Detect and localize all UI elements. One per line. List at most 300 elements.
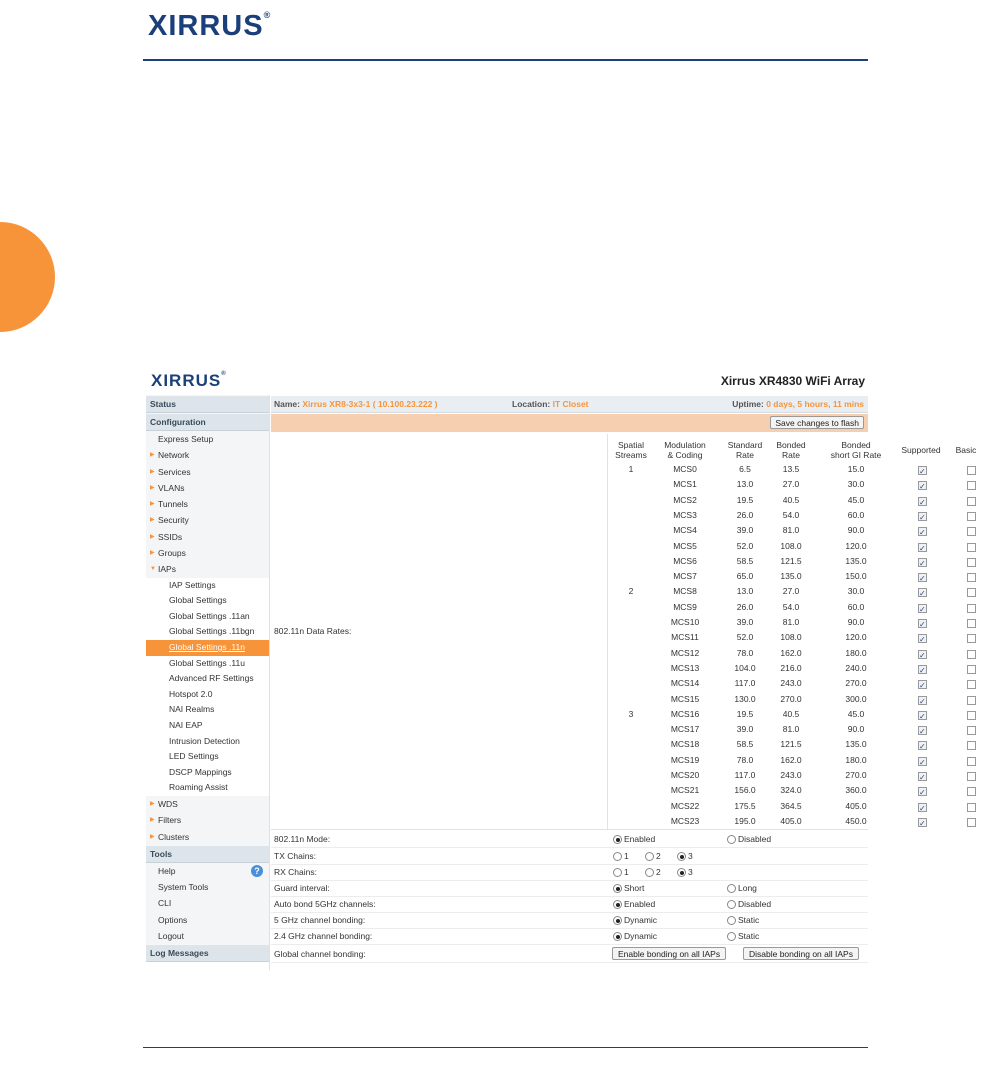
header-standard-rate	[723, 440, 767, 460]
rx-chain-2-label: 2	[656, 867, 661, 877]
row-auto-bond	[271, 896, 868, 913]
mode-enabled-radio[interactable]	[613, 835, 622, 844]
mode-disabled-radio[interactable]	[727, 835, 736, 844]
supported-checkbox[interactable]	[918, 634, 927, 643]
rate-row	[271, 554, 868, 570]
basic-checkbox[interactable]	[967, 650, 976, 659]
basic-checkbox[interactable]	[967, 512, 976, 521]
supported-checkbox[interactable]	[918, 619, 927, 628]
sidebar-item-express-setup[interactable]: Express Setup	[158, 434, 214, 444]
rate-cell-bond: 405.0	[780, 815, 802, 826]
rx-chain-2-radio[interactable]	[645, 868, 654, 877]
header-basic: Basic	[955, 445, 977, 455]
gi-short-radio[interactable]	[613, 884, 622, 893]
global-bonding-label: Global channel bonding:	[274, 949, 366, 959]
rate-cell-mcs: MCS20	[670, 770, 700, 780]
device-location	[512, 396, 589, 412]
supported-checkbox[interactable]	[918, 527, 927, 536]
sidebar-subitem-dscp-mappings[interactable]: DSCP Mappings	[169, 766, 232, 777]
rate-cell-bond: 108.0	[780, 632, 802, 643]
rate-cell-std: 104.0	[734, 662, 756, 673]
mode-disabled-label: Disabled	[738, 834, 772, 844]
footer-rule	[143, 1047, 868, 1048]
rate-cell-bond: 243.0	[780, 770, 802, 780]
rate-cell-std: 39.0	[736, 617, 754, 627]
sidebar-subitem-global-settings-11an[interactable]: Global Settings .11an	[169, 610, 250, 621]
rate-cell-std: 65.0	[736, 571, 754, 582]
iaps-submenu	[146, 578, 269, 796]
rate-cell-std: 19.5	[736, 494, 754, 505]
rate-cell-gi: 60.0	[847, 601, 865, 612]
basic-checkbox[interactable]	[967, 741, 976, 750]
rate-cell-bond: 121.5	[780, 555, 802, 566]
rate-cell-bond: 81.0	[782, 525, 800, 536]
supported-checkbox[interactable]	[918, 466, 927, 475]
rate-row	[271, 692, 868, 708]
bond-24ghz-static-label: Static	[738, 931, 760, 941]
basic-checkbox[interactable]	[967, 772, 976, 781]
rate-cell-gi: 90.0	[847, 724, 865, 735]
row-5ghz-bonding	[271, 912, 868, 929]
rate-row	[271, 477, 868, 493]
mode-enabled-label: Enabled	[624, 834, 656, 844]
device-name	[274, 396, 438, 412]
rate-cell-gi: 270.0	[845, 678, 867, 689]
supported-checkbox[interactable]	[918, 543, 927, 552]
data-rates-label: 802.11n Data Rates:	[274, 626, 352, 636]
rate-cell-std: 58.5	[736, 739, 754, 750]
tx-chain-2-label: 2	[656, 851, 661, 861]
rate-cell-gi: 150.0	[845, 571, 867, 582]
rate-cell-std: 39.0	[736, 724, 754, 735]
supported-checkbox[interactable]	[918, 497, 927, 506]
header-modulation-line1: Modulation	[664, 440, 706, 450]
rate-cell-std: 78.0	[736, 647, 754, 658]
rate-cell-mcs: MCS11	[671, 632, 699, 643]
rate-cell-bond: 364.5	[780, 800, 802, 811]
rate-row	[271, 737, 868, 753]
supported-checkbox[interactable]	[918, 650, 927, 659]
rate-cell-gi: 120.0	[845, 632, 867, 643]
header-bonded-rate-line1: Bonded	[776, 440, 806, 450]
basic-checkbox[interactable]	[967, 527, 976, 536]
rate-row	[271, 630, 868, 646]
rate-cell-std: 26.0	[736, 509, 754, 520]
sidebar-subitem-global-settings[interactable]: Global Settings	[169, 595, 227, 606]
supported-checkbox[interactable]	[918, 573, 927, 582]
rate-cell-mcs: MCS7	[673, 571, 697, 582]
basic-checkbox[interactable]	[967, 604, 976, 613]
rate-cell-gi: 405.0	[845, 800, 867, 811]
device-name-value: Xirrus XR8-3x3-1 ( 10.100.23.222 )	[302, 399, 438, 409]
rate-cell-bond: 324.0	[780, 785, 802, 796]
header-spatial-streams	[611, 440, 651, 460]
rate-cell-bond: 121.5	[780, 739, 802, 750]
supported-checkbox[interactable]	[918, 604, 927, 613]
basic-checkbox[interactable]	[967, 634, 976, 643]
rate-cell-gi: 135.0	[845, 739, 867, 750]
tx-chain-3-radio[interactable]	[677, 852, 686, 861]
rate-cell-gi: 360.0	[845, 785, 867, 796]
basic-checkbox[interactable]	[967, 619, 976, 628]
bond-5ghz-dynamic-radio[interactable]	[613, 916, 622, 925]
rate-row	[271, 661, 868, 677]
rate-row	[271, 814, 868, 830]
gi-long-radio[interactable]	[727, 884, 736, 893]
tools-menu	[146, 863, 269, 944]
rx-chain-3-radio[interactable]	[677, 868, 686, 877]
rate-cell-gi: 300.0	[845, 693, 867, 704]
rate-cell-streams: 2	[628, 586, 634, 597]
sidebar-subitem-roaming-assist[interactable]: Roaming Assist	[169, 782, 228, 793]
rate-cell-std: 156.0	[734, 785, 756, 796]
sidebar-item-network[interactable]: ▶ Network	[146, 447, 269, 463]
supported-checkbox[interactable]	[918, 803, 927, 812]
basic-checkbox[interactable]	[967, 803, 976, 812]
sidebar-item-options[interactable]: Options	[158, 914, 188, 925]
basic-checkbox[interactable]	[967, 588, 976, 597]
tx-chains-label: TX Chains:	[274, 851, 317, 861]
basic-checkbox[interactable]	[967, 543, 976, 552]
basic-checkbox[interactable]	[967, 558, 976, 567]
rate-cell-bond: 54.0	[782, 509, 800, 520]
chapter-tab-circle	[0, 222, 55, 332]
sidebar-subitem-nai-realms[interactable]: NAI Realms	[169, 704, 215, 715]
sidebar-item-cli[interactable]: CLI	[158, 898, 172, 909]
sidebar	[146, 395, 270, 970]
tx-chain-1-label: 1	[624, 851, 629, 861]
rate-cell-gi: 60.0	[847, 509, 865, 520]
supported-checkbox[interactable]	[918, 696, 927, 705]
sidebar-item-groups[interactable]: ▶ Groups	[146, 545, 269, 561]
supported-checkbox[interactable]	[918, 757, 927, 766]
rate-cell-std: 52.0	[736, 632, 754, 643]
sidebar-item-filters[interactable]: ▶ Filters	[146, 812, 269, 828]
header-bonded-rate-line2: Rate	[782, 450, 800, 460]
rate-row	[271, 646, 868, 662]
rate-cell-std: 39.0	[736, 525, 754, 536]
rx-chain-1-label: 1	[624, 867, 629, 877]
sidebar-item-vlans[interactable]: ▶ VLANs	[146, 480, 269, 496]
rate-cell-gi: 270.0	[845, 770, 867, 780]
rate-cell-mcs: MCS15	[670, 693, 700, 704]
app-logo-text: XIRRUS	[151, 371, 222, 390]
rate-cell-std: 58.5	[736, 555, 754, 566]
rate-cell-mcs: MCS18	[670, 739, 700, 750]
sidebar-subitem-global-settings-11bgn[interactable]: Global Settings .11bgn	[169, 626, 255, 637]
rx-chain-3-label: 3	[688, 867, 693, 877]
save-bar	[271, 414, 868, 432]
auto-bond-disabled-label: Disabled	[738, 899, 772, 909]
rate-row	[271, 523, 868, 539]
auto-bond-disabled-radio[interactable]	[727, 900, 736, 909]
header-standard-rate-line1: Standard	[727, 440, 763, 450]
basic-checkbox[interactable]	[967, 711, 976, 720]
rate-cell-bond: 40.5	[782, 708, 800, 719]
rate-cell-bond: 13.5	[782, 464, 800, 474]
rate-row	[271, 799, 868, 815]
header-spatial-streams-line2: Streams	[615, 450, 647, 460]
row-rx-chains	[271, 864, 868, 881]
rate-cell-gi: 90.0	[847, 525, 865, 536]
sidebar-item-tunnels[interactable]: ▶ Tunnels	[146, 496, 269, 512]
sidebar-item-help-label: Help	[158, 865, 176, 876]
rate-cell-mcs: MCS22	[670, 800, 700, 811]
rate-row	[271, 539, 868, 555]
basic-checkbox[interactable]	[967, 466, 976, 475]
auto-bond-enabled-label: Enabled	[624, 899, 656, 909]
rate-cell-gi: 15.0	[847, 464, 865, 474]
supported-checkbox[interactable]	[918, 818, 927, 827]
sidebar-item-logout[interactable]: Logout	[158, 931, 184, 942]
header-spatial-streams-line1: Spatial	[618, 440, 644, 450]
rate-cell-mcs: MCS17	[670, 724, 700, 735]
rate-cell-std: 117.0	[734, 770, 756, 780]
sidebar-subitem-global-settings-11n[interactable]: Global Settings .11n	[146, 640, 269, 656]
device-uptime-value: 0 days, 5 hours, 11 mins	[766, 399, 864, 409]
rate-cell-mcs: MCS5	[673, 540, 697, 551]
device-location-value: IT Closet	[552, 399, 589, 409]
supported-checkbox[interactable]	[918, 512, 927, 521]
rate-cell-mcs: MCS6	[673, 555, 697, 566]
rate-row	[271, 508, 868, 524]
app-header	[143, 362, 868, 394]
bond-24ghz-dynamic-radio[interactable]	[613, 932, 622, 941]
rate-cell-std: 175.5	[734, 800, 756, 811]
basic-checkbox[interactable]	[967, 757, 976, 766]
rate-cell-mcs: MCS8	[673, 586, 697, 597]
row-24ghz-bonding	[271, 928, 868, 945]
rate-row	[271, 569, 868, 585]
header-bonded-gi-rate-line1: Bonded	[841, 440, 871, 450]
rate-cell-mcs: MCS19	[670, 754, 700, 765]
device-uptime-label: Uptime:	[732, 399, 764, 409]
rate-row	[271, 462, 868, 478]
rate-cell-streams: 1	[628, 464, 634, 474]
sidebar-item-help[interactable]	[146, 863, 269, 879]
rate-row	[271, 768, 868, 784]
rate-cell-mcs: MCS3	[673, 509, 697, 520]
rate-cell-gi: 180.0	[845, 647, 867, 658]
rate-cell-std: 19.5	[736, 708, 754, 719]
bond-24ghz-label: 2.4 GHz channel bonding:	[274, 931, 373, 941]
sidebar-subitem-iap-settings[interactable]: IAP Settings	[169, 579, 216, 590]
rate-cell-mcs: MCS1	[673, 479, 697, 490]
tx-chain-1-radio[interactable]	[613, 852, 622, 861]
sidebar-subitem-advanced-rf-settings[interactable]: Advanced RF Settings	[169, 673, 254, 684]
rate-cell-gi: 30.0	[847, 479, 865, 490]
disable-bonding-all-button[interactable]: Disable bonding on all IAPs	[743, 947, 859, 960]
supported-checkbox[interactable]	[918, 558, 927, 567]
rate-row	[271, 676, 868, 692]
rate-cell-mcs: MCS23	[670, 815, 700, 826]
rate-cell-mcs: MCS14	[670, 678, 700, 689]
row-tx-chains	[271, 848, 868, 865]
rate-row	[271, 722, 868, 738]
rate-cell-bond: 162.0	[780, 647, 802, 658]
rate-cell-std: 195.0	[734, 815, 756, 826]
rate-cell-std: 130.0	[734, 693, 756, 704]
supported-checkbox[interactable]	[918, 772, 927, 781]
app-logo-mark: ®	[221, 371, 227, 377]
screenshot-panel	[143, 362, 977, 970]
rate-cell-bond: 108.0	[780, 540, 802, 551]
basic-checkbox[interactable]	[967, 665, 976, 674]
row-guard-interval	[271, 880, 868, 897]
rate-cell-std: 6.5	[739, 464, 751, 474]
basic-checkbox[interactable]	[967, 573, 976, 582]
rate-cell-gi: 90.0	[847, 617, 865, 627]
tx-chain-3-label: 3	[688, 851, 693, 861]
rate-cell-gi: 30.0	[847, 586, 865, 597]
bond-24ghz-static-radio[interactable]	[727, 932, 736, 941]
device-name-label: Name:	[274, 399, 300, 409]
sidebar-section-tools[interactable]: Tools	[146, 845, 269, 863]
sidebar-subitem-led-settings[interactable]: LED Settings	[169, 751, 219, 762]
header-modulation-line2: & Coding	[667, 450, 703, 460]
app-logo	[151, 371, 227, 391]
rx-chains-label: RX Chains:	[274, 867, 317, 877]
header-supported: Supported	[901, 445, 941, 455]
device-location-label: Location:	[512, 399, 551, 409]
sidebar-subitem-intrusion-detection[interactable]: Intrusion Detection	[169, 735, 240, 746]
basic-checkbox[interactable]	[967, 696, 976, 705]
save-to-flash-button[interactable]: Save changes to flash	[770, 416, 864, 429]
basic-checkbox[interactable]	[967, 680, 976, 689]
basic-checkbox[interactable]	[967, 497, 976, 506]
supported-checkbox[interactable]	[918, 741, 927, 750]
sidebar-subitem-hotspot-2[interactable]: Hotspot 2.0	[169, 688, 213, 699]
rate-cell-bond: 162.0	[780, 754, 802, 765]
rate-cell-streams: 3	[628, 708, 634, 719]
rate-cell-mcs: MCS10	[670, 617, 700, 627]
supported-checkbox[interactable]	[918, 680, 927, 689]
bond-24ghz-dynamic-label: Dynamic	[624, 931, 658, 941]
basic-checkbox[interactable]	[967, 818, 976, 827]
tx-chain-2-radio[interactable]	[645, 852, 654, 861]
configuration-menu-lower	[146, 796, 269, 845]
bond-5ghz-static-label: Static	[738, 915, 760, 925]
header-bonded-gi-rate	[821, 440, 891, 460]
rate-row	[271, 783, 868, 799]
rate-cell-bond: 135.0	[780, 571, 802, 582]
header-bonded-rate	[769, 440, 813, 460]
rate-cell-mcs: MCS4	[673, 525, 697, 536]
header-bonded-gi-rate-line2: short GI Rate	[830, 450, 882, 460]
rate-cell-mcs: MCS16	[670, 708, 700, 719]
rate-cell-mcs: MCS0	[673, 464, 697, 474]
rate-cell-gi: 180.0	[845, 754, 867, 765]
rate-cell-gi: 450.0	[845, 815, 867, 826]
configuration-menu	[146, 431, 269, 578]
sidebar-item-clusters[interactable]: ▶ Clusters	[146, 829, 269, 845]
rate-cell-gi: 240.0	[845, 662, 867, 673]
auto-bond-enabled-radio[interactable]	[613, 900, 622, 909]
auto-bond-label: Auto bond 5GHz channels:	[274, 899, 376, 909]
rate-row	[271, 584, 868, 600]
sidebar-subitem-global-settings-11u[interactable]: Global Settings .11u	[169, 657, 245, 668]
rate-cell-std: 52.0	[736, 540, 754, 551]
rate-row	[271, 493, 868, 509]
supported-checkbox[interactable]	[918, 726, 927, 735]
basic-checkbox[interactable]	[967, 787, 976, 796]
sidebar-section-log-messages[interactable]: Log Messages	[146, 944, 269, 962]
rate-cell-std: 78.0	[736, 754, 754, 765]
rate-cell-gi: 135.0	[845, 555, 867, 566]
sidebar-subitem-nai-eap[interactable]: NAI EAP	[169, 720, 203, 731]
bond-5ghz-dynamic-label: Dynamic	[624, 915, 658, 925]
device-info-bar	[271, 396, 868, 413]
rate-cell-mcs: MCS21	[670, 785, 700, 796]
page-logo-mark: ®	[263, 10, 272, 20]
rate-cell-bond: 40.5	[782, 494, 800, 505]
rate-cell-mcs: MCS13	[670, 662, 700, 673]
gi-short-label: Short	[624, 883, 645, 893]
help-icon[interactable]: ?	[251, 865, 263, 877]
sidebar-item-wds[interactable]: ▶ WDS	[146, 796, 269, 812]
guard-interval-label: Guard interval:	[274, 883, 330, 893]
rate-cell-bond: 270.0	[780, 693, 802, 704]
sidebar-item-security[interactable]: ▶ Security	[146, 512, 269, 528]
rate-cell-bond: 81.0	[782, 724, 800, 735]
rate-cell-bond: 54.0	[782, 601, 800, 612]
device-title: Xirrus XR4830 WiFi Array	[720, 374, 865, 388]
supported-checkbox[interactable]	[918, 711, 927, 720]
rate-cell-std: 26.0	[736, 601, 754, 612]
sidebar-section-status[interactable]: Status	[146, 395, 269, 413]
rate-cell-bond: 216.0	[780, 662, 802, 673]
rate-cell-mcs: MCS2	[673, 494, 697, 505]
header-modulation	[659, 440, 711, 460]
row-global-bonding	[271, 946, 868, 963]
rate-cell-mcs: MCS12	[670, 647, 700, 658]
data-rates-table	[271, 434, 977, 830]
rate-cell-bond: 243.0	[780, 678, 802, 689]
page-logo	[148, 10, 271, 43]
row-80211n-mode	[271, 831, 868, 848]
rate-row	[271, 707, 868, 723]
rate-row	[271, 615, 868, 631]
rate-cell-std: 13.0	[736, 479, 754, 490]
header-rule	[143, 59, 868, 61]
basic-checkbox[interactable]	[967, 726, 976, 735]
rate-row	[271, 753, 868, 769]
sidebar-item-services[interactable]: ▶ Services	[146, 464, 269, 480]
bond-5ghz-label: 5 GHz channel bonding:	[274, 915, 366, 925]
sidebar-item-ssids[interactable]: ▶ SSIDs	[146, 529, 269, 545]
basic-checkbox[interactable]	[967, 481, 976, 490]
rate-cell-gi: 45.0	[847, 708, 865, 719]
supported-checkbox[interactable]	[918, 481, 927, 490]
sidebar-item-system-tools[interactable]: System Tools	[158, 882, 209, 893]
bond-5ghz-static-radio[interactable]	[727, 916, 736, 925]
rate-row	[271, 600, 868, 616]
rate-cell-bond: 27.0	[782, 479, 800, 490]
supported-checkbox[interactable]	[918, 665, 927, 674]
page-logo-text: XIRRUS	[148, 10, 264, 42]
rate-cell-mcs: MCS9	[673, 601, 697, 612]
sidebar-item-iaps[interactable]: ▼ IAPs	[146, 561, 269, 577]
supported-checkbox[interactable]	[918, 787, 927, 796]
header-standard-rate-line2: Rate	[736, 450, 754, 460]
gi-long-label: Long	[738, 883, 757, 893]
mode-label: 802.11n Mode:	[274, 834, 331, 844]
rx-chain-1-radio[interactable]	[613, 868, 622, 877]
rate-cell-bond: 81.0	[782, 617, 800, 627]
enable-bonding-all-button[interactable]: Enable bonding on all IAPs	[612, 947, 726, 960]
sidebar-section-configuration[interactable]: Configuration	[146, 413, 269, 431]
supported-checkbox[interactable]	[918, 588, 927, 597]
